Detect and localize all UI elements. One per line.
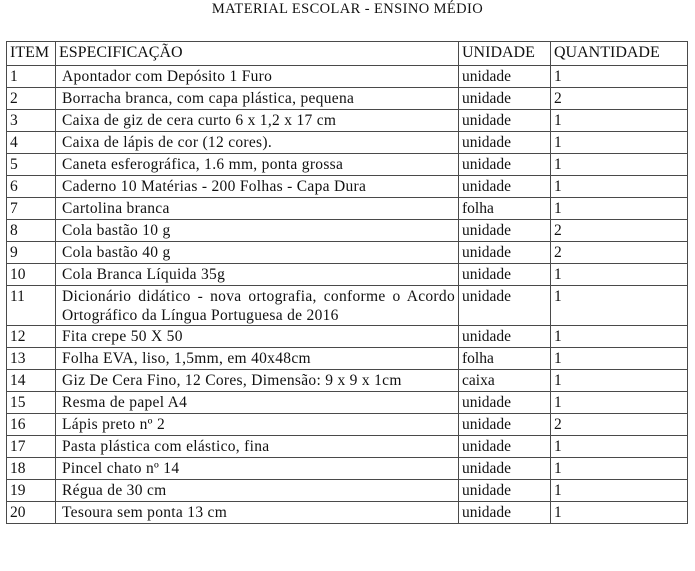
- cell-item: 18: [7, 458, 56, 480]
- cell-unit: unidade: [459, 326, 551, 348]
- cell-spec: Dicionário didático - nova ortografia, conforme o Acordo Ortográfico da Língua Portuguesa de 2016: [56, 286, 459, 326]
- cell-unit: unidade: [459, 176, 551, 198]
- cell-qty: 1: [551, 132, 688, 154]
- table-row: [7, 480, 688, 502]
- table-row: [7, 110, 688, 132]
- cell-unit: unidade: [459, 66, 551, 88]
- table-row: [7, 198, 688, 220]
- cell-unit: unidade: [459, 502, 551, 524]
- table-row: [7, 154, 688, 176]
- cell-qty: 2: [551, 242, 688, 264]
- cell-item: 3: [7, 110, 56, 132]
- cell-spec: Caderno 10 Matérias - 200 Folhas - Capa Dura: [56, 176, 459, 198]
- table-row: [7, 370, 688, 392]
- cell-unit: unidade: [459, 458, 551, 480]
- table-row: [7, 502, 688, 524]
- cell-item: 8: [7, 220, 56, 242]
- cell-spec: Lápis preto nº 2: [56, 414, 459, 436]
- table-row: [7, 392, 688, 414]
- cell-unit: unidade: [459, 242, 551, 264]
- cell-unit: unidade: [459, 414, 551, 436]
- table-row: [7, 264, 688, 286]
- header-spec: ESPECIFICAÇÃO: [56, 42, 459, 66]
- cell-spec: Caixa de giz de cera curto 6 x 1,2 x 17 cm: [56, 110, 459, 132]
- cell-item: 20: [7, 502, 56, 524]
- cell-spec: Cola bastão 10 g: [56, 220, 459, 242]
- cell-unit: unidade: [459, 154, 551, 176]
- cell-qty: 2: [551, 414, 688, 436]
- cell-qty: 1: [551, 370, 688, 392]
- table-row: [7, 242, 688, 264]
- cell-qty: 1: [551, 348, 688, 370]
- header-item: ITEM: [7, 42, 56, 66]
- cell-spec: Caneta esferográfica, 1.6 mm, ponta grossa: [56, 154, 459, 176]
- table-row: [7, 88, 688, 110]
- header-qty: QUANTIDADE: [551, 42, 688, 66]
- cell-qty: 1: [551, 480, 688, 502]
- cell-qty: 1: [551, 392, 688, 414]
- table-row: [7, 414, 688, 436]
- table-row: [7, 220, 688, 242]
- cell-unit: unidade: [459, 480, 551, 502]
- cell-spec: Régua de 30 cm: [56, 480, 459, 502]
- cell-unit: unidade: [459, 286, 551, 326]
- cell-item: 16: [7, 414, 56, 436]
- cell-unit: unidade: [459, 436, 551, 458]
- cell-unit: unidade: [459, 132, 551, 154]
- cell-unit: unidade: [459, 392, 551, 414]
- cell-unit: folha: [459, 348, 551, 370]
- cell-item: 10: [7, 264, 56, 286]
- cell-item: 4: [7, 132, 56, 154]
- cell-item: 17: [7, 436, 56, 458]
- cell-qty: 1: [551, 502, 688, 524]
- table-row: [7, 176, 688, 198]
- cell-spec: Fita crepe 50 X 50: [56, 326, 459, 348]
- cell-qty: 1: [551, 286, 688, 326]
- cell-qty: 1: [551, 436, 688, 458]
- table-row: [7, 436, 688, 458]
- cell-spec: Tesoura sem ponta 13 cm: [56, 502, 459, 524]
- cell-spec: Giz De Cera Fino, 12 Cores, Dimensão: 9 x 9 x 1cm: [56, 370, 459, 392]
- supplies-table: [6, 41, 688, 524]
- cell-unit: unidade: [459, 110, 551, 132]
- cell-qty: 1: [551, 326, 688, 348]
- cell-qty: 1: [551, 198, 688, 220]
- cell-unit: unidade: [459, 264, 551, 286]
- cell-item: 13: [7, 348, 56, 370]
- cell-spec: Caixa de lápis de cor (12 cores).: [56, 132, 459, 154]
- cell-item: 6: [7, 176, 56, 198]
- cell-qty: 1: [551, 66, 688, 88]
- cell-qty: 1: [551, 264, 688, 286]
- cell-spec: Cola Branca Líquida 35g: [56, 264, 459, 286]
- cell-qty: 1: [551, 154, 688, 176]
- table-header-row: [7, 42, 688, 66]
- cell-item: 9: [7, 242, 56, 264]
- cell-spec: Borracha branca, com capa plástica, pequena: [56, 88, 459, 110]
- table-row: [7, 286, 688, 326]
- table-row: [7, 458, 688, 480]
- cell-spec: Cola bastão 40 g: [56, 242, 459, 264]
- cell-qty: 1: [551, 176, 688, 198]
- table-row: [7, 326, 688, 348]
- cell-spec: Apontador com Depósito 1 Furo: [56, 66, 459, 88]
- cell-item: 11: [7, 286, 56, 326]
- cell-qty: 1: [551, 458, 688, 480]
- cell-item: 15: [7, 392, 56, 414]
- table-body: [7, 66, 688, 524]
- cell-unit: unidade: [459, 88, 551, 110]
- table-row: [7, 132, 688, 154]
- cell-item: 5: [7, 154, 56, 176]
- cell-item: 14: [7, 370, 56, 392]
- cell-spec: Cartolina branca: [56, 198, 459, 220]
- cell-item: 19: [7, 480, 56, 502]
- table-row: [7, 66, 688, 88]
- cell-item: 1: [7, 66, 56, 88]
- cell-spec: Folha EVA, liso, 1,5mm, em 40x48cm: [56, 348, 459, 370]
- cell-spec: Pasta plástica com elástico, fina: [56, 436, 459, 458]
- header-unit: UNIDADE: [459, 42, 551, 66]
- cell-qty: 2: [551, 88, 688, 110]
- cell-spec: Pincel chato nº 14: [56, 458, 459, 480]
- cell-spec: Resma de papel A4: [56, 392, 459, 414]
- cell-item: 2: [7, 88, 56, 110]
- cell-unit: unidade: [459, 220, 551, 242]
- cell-qty: 1: [551, 110, 688, 132]
- cell-unit: caixa: [459, 370, 551, 392]
- table-row: [7, 348, 688, 370]
- cell-unit: folha: [459, 198, 551, 220]
- page-title: MATERIAL ESCOLAR - ENSINO MÉDIO: [211, 1, 484, 17]
- cell-item: 12: [7, 326, 56, 348]
- cell-qty: 2: [551, 220, 688, 242]
- cell-item: 7: [7, 198, 56, 220]
